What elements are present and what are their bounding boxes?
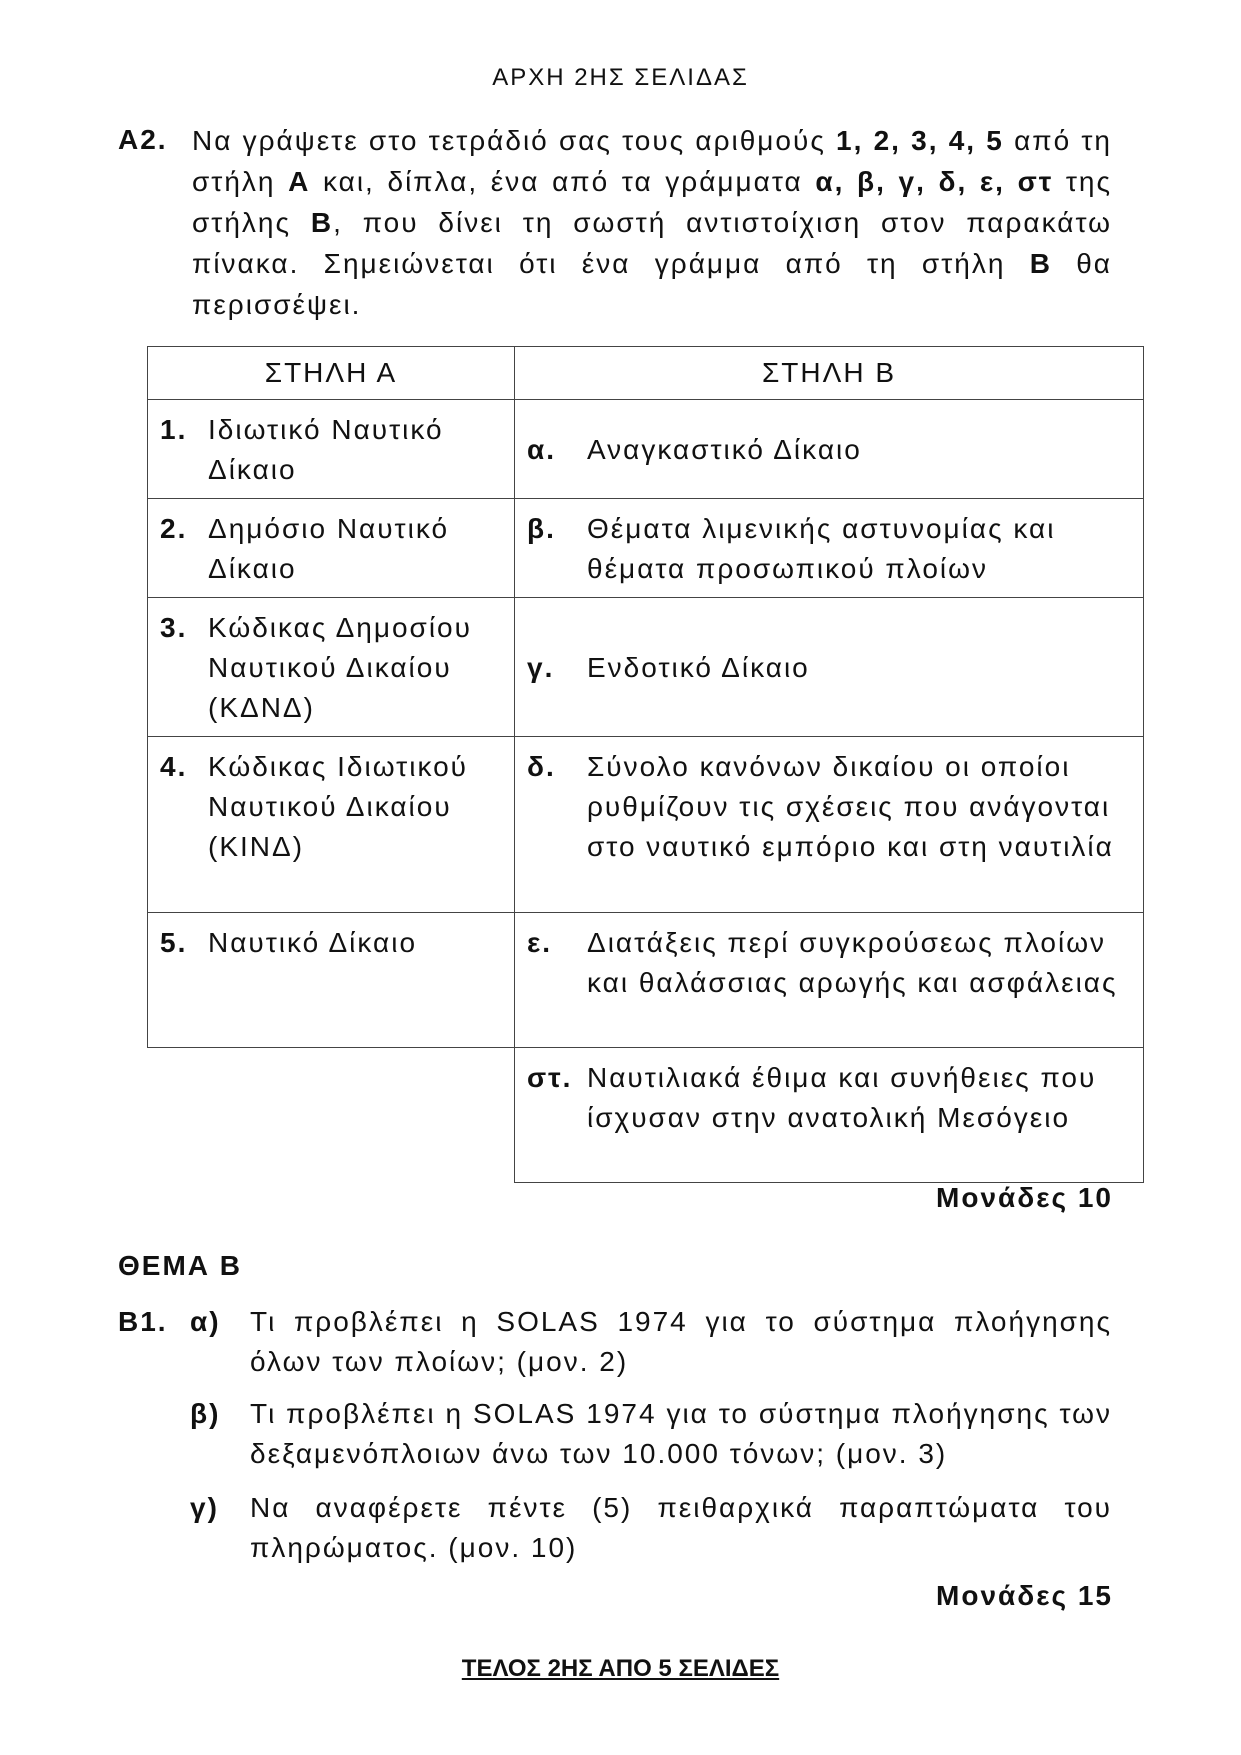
item-text: Ναυτιλιακά έθιμα και συνήθειες που ίσχυσαν στην ανατολική Μεσόγειο [587, 1062, 1097, 1133]
item-text: Ναυτικό Δίκαιο [208, 927, 418, 958]
item-text: Αναγκαστικό Δίκαιο [587, 434, 862, 465]
page-footer: ΤΕΛΟΣ 2ΗΣ ΑΠΟ 5 ΣΕΛΙΔΕΣ [461, 1655, 780, 1682]
item-number: 1. [160, 414, 188, 445]
question-b1-label: Β1. [118, 1306, 168, 1337]
subquestion-label: γ) [190, 1492, 219, 1523]
column-b-cell [515, 400, 1144, 499]
units-a2: Μονάδες 10 [936, 1182, 1113, 1213]
item-letter: β. [527, 513, 556, 544]
column-b-cell [515, 499, 1144, 598]
table-row [148, 737, 1144, 913]
item-letter: δ. [527, 751, 556, 782]
column-b-cell [515, 1048, 1144, 1183]
units-b1: Μονάδες 15 [936, 1580, 1113, 1611]
table-row [148, 598, 1144, 737]
column-a-cell [148, 499, 515, 598]
table-header-row [148, 347, 1144, 400]
subquestion-text: Τι προβλέπει η SOLAS 1974 για το σύστημα πλοήγησης όλων των πλοίων; (μον. 2) [250, 1306, 1112, 1377]
section-title: ΘΕΜΑ Β [118, 1250, 242, 1281]
item-letter: γ. [527, 652, 555, 683]
question-a2-text: Να γράψετε στο τετράδιό σας τους αριθμούς 1, 2, 3, 4, 5 από τη στήλη Α και, δίπλα, ένα από τα γράμματα α, β, γ, δ, ε, στ της στήλης Β, που δίνει τη σωστή αντιστοίχιση στον παρακάτω πίνακα. Σημειώνεται ότι ένα γράμμα από τη στήλη Β θα περισσέψει. [192, 125, 1112, 320]
subquestion-text: Τι προβλέπει η SOLAS 1974 για το σύστημα πλοήγησης των δεξαμενόπλοιων άνω των 10.000 τόνων; (μον. 3) [250, 1398, 1112, 1469]
item-number: 3. [160, 612, 188, 643]
item-number: 5. [160, 927, 188, 958]
item-text: Κώδικας Ιδιωτικού Ναυτικού Δικαίου (ΚΙΝΔ) [208, 751, 468, 862]
column-b-cell [515, 737, 1144, 913]
column-a-cell [148, 598, 515, 737]
column-b-cell [515, 598, 1144, 737]
column-b-header: ΣΤΗΛΗ Β [515, 347, 1144, 400]
item-text: Σύνολο κανόνων δικαίου οι οποίοι ρυθμίζουν τις σχέσεις που ανάγονται στο ναυτικό εμπόριο και στη ναυτιλία [587, 751, 1114, 862]
subquestion-text: Να αναφέρετε πέντε (5) πειθαρχικά παραπτώματα του πληρώματος. (μον. 10) [250, 1492, 1112, 1563]
item-letter: ε. [527, 927, 553, 958]
item-text: Θέματα λιμενικής αστυνομίας και θέματα προσωπικού πλοίων [587, 513, 1056, 584]
empty-cell [148, 1048, 515, 1183]
subquestion-label: β) [190, 1398, 221, 1429]
column-a-cell [148, 737, 515, 913]
column-a-header: ΣΤΗΛΗ Α [148, 347, 515, 400]
matching-table [147, 346, 1144, 1183]
column-b-cell [515, 913, 1144, 1048]
table-row-extra [148, 1048, 1144, 1183]
column-a-cell [148, 400, 515, 499]
item-text: Δημόσιο Ναυτικό Δίκαιο [208, 513, 450, 584]
table-row [148, 400, 1144, 499]
question-a2-label: Α2. [118, 124, 168, 155]
item-letter: στ. [527, 1062, 573, 1093]
item-text: Διατάξεις περί συγκρούσεως πλοίων και θαλάσσιας αρωγής και ασφάλειας [587, 927, 1118, 998]
table-row [148, 499, 1144, 598]
item-letter: α. [527, 434, 556, 465]
item-text: Ιδιωτικό Ναυτικό Δίκαιο [208, 414, 444, 485]
item-number: 4. [160, 751, 188, 782]
subquestion-label: α) [190, 1306, 221, 1337]
table-row [148, 913, 1144, 1048]
column-a-cell [148, 913, 515, 1048]
page-header: ΑΡΧΗ 2ΗΣ ΣΕΛΙΔΑΣ [492, 64, 749, 91]
item-text: Ενδοτικό Δίκαιο [587, 652, 810, 683]
item-text: Κώδικας Δημοσίου Ναυτικού Δικαίου (ΚΔΝΔ) [208, 612, 472, 723]
item-number: 2. [160, 513, 188, 544]
